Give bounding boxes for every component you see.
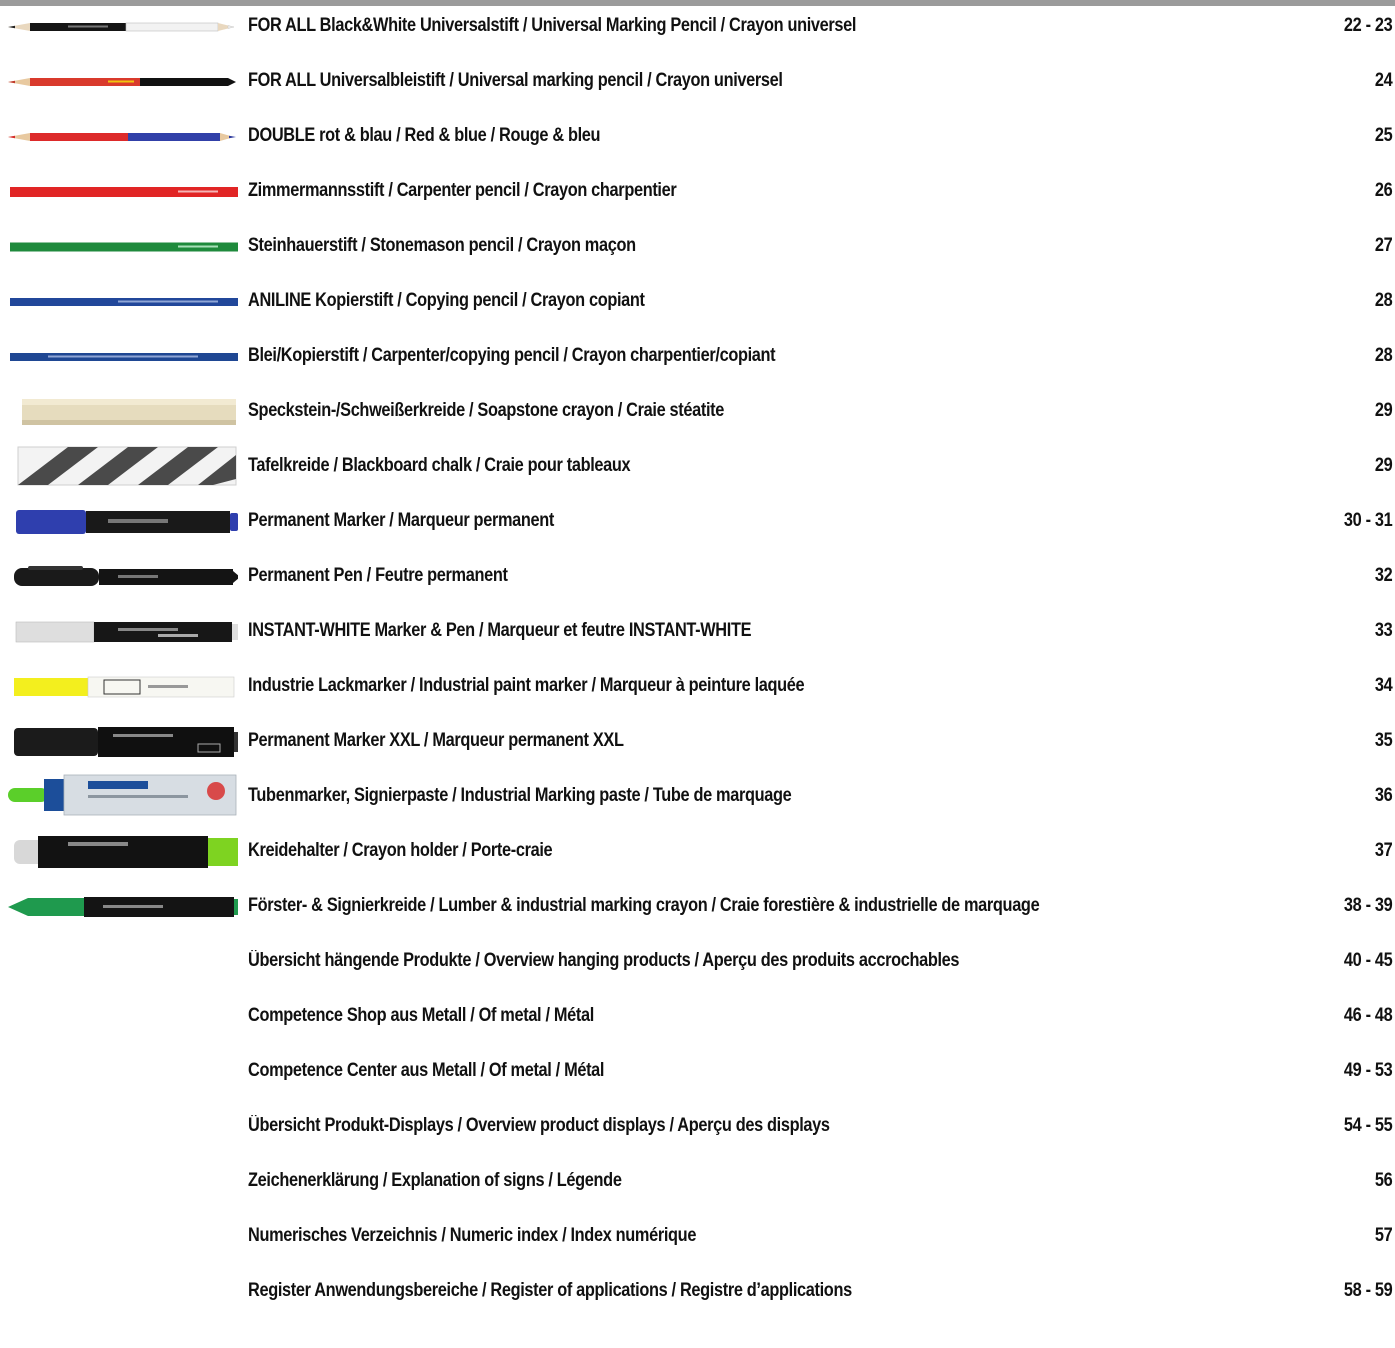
- blue-carpenter-pencil-image: [8, 347, 238, 367]
- xxl-marker-image: [8, 724, 238, 760]
- toc-entry-title: Permanent Pen / Feutre permanent: [248, 565, 508, 586]
- blue-marker-image: [8, 507, 238, 537]
- crayon-holder-image: [8, 832, 238, 872]
- toc-row[interactable]: [0, 502, 1395, 542]
- toc-row[interactable]: [0, 62, 1395, 102]
- toc-entry-title: Register Anwendungsbereiche / Register of applications / Registre d’applications: [248, 1280, 852, 1301]
- red-blue-pencil-image: [8, 127, 238, 147]
- toc-row[interactable]: [0, 337, 1395, 377]
- red-carpenter-pencil-image: [8, 182, 238, 202]
- toc-entry-title: Übersicht Produkt-Displays / Overview product displays / Aperçu des displays: [248, 1115, 830, 1136]
- toc-page-number: 24: [1374, 70, 1392, 91]
- black-white-pencil-image: [8, 17, 238, 37]
- green-lumber-crayon-image: [8, 894, 238, 920]
- toc-entry-title: Kreidehalter / Crayon holder / Porte-craie: [248, 840, 553, 861]
- toc-entry-title: Permanent Marker XXL / Marqueur permanent XXL: [248, 730, 624, 751]
- white-marker-image: [8, 618, 238, 646]
- chalk-box-image: [8, 445, 238, 487]
- toc-page-number: 27: [1374, 235, 1392, 256]
- toc-row[interactable]: [0, 1107, 1395, 1147]
- toc-row[interactable]: [0, 832, 1395, 872]
- toc-page-number: 28: [1374, 290, 1392, 311]
- toc-page-number: 22 - 23: [1343, 15, 1392, 36]
- toc-row[interactable]: [0, 667, 1395, 707]
- toc-row[interactable]: [0, 1052, 1395, 1092]
- toc-row[interactable]: [0, 997, 1395, 1037]
- toc-entry-title: Competence Shop aus Metall / Of metal / Métal: [248, 1005, 594, 1026]
- toc-entry-title: Tubenmarker, Signierpaste / Industrial Marking paste / Tube de marquage: [248, 785, 792, 806]
- toc-entry-title: Zimmermannsstift / Carpenter pencil / Crayon charpentier: [248, 180, 677, 201]
- marking-paste-tube-image: [8, 771, 238, 821]
- toc-row[interactable]: [0, 447, 1395, 487]
- toc-row[interactable]: [0, 227, 1395, 267]
- yellow-paint-marker-image: [8, 673, 238, 701]
- toc-page-number: 29: [1374, 455, 1392, 476]
- toc-page-number: 37: [1374, 840, 1392, 861]
- toc-page-number: 34: [1374, 675, 1392, 696]
- toc-entry-title: Competence Center aus Metall / Of metal / Métal: [248, 1060, 605, 1081]
- toc-entry-title: Numerisches Verzeichnis / Numeric index / Index numérique: [248, 1225, 697, 1246]
- toc-page-number: 54 - 55: [1343, 1115, 1392, 1136]
- green-stonemason-pencil-image: [8, 237, 238, 257]
- toc-row[interactable]: [0, 7, 1395, 47]
- toc-page-number: 38 - 39: [1343, 895, 1392, 916]
- toc-row[interactable]: [0, 887, 1395, 927]
- toc-page-number: 49 - 53: [1343, 1060, 1392, 1081]
- toc-page-number: 58 - 59: [1343, 1280, 1392, 1301]
- toc-entry-title: INSTANT-WHITE Marker & Pen / Marqueur et feutre INSTANT-WHITE: [248, 620, 752, 641]
- toc-row[interactable]: [0, 392, 1395, 432]
- toc-page-number: 36: [1374, 785, 1392, 806]
- toc-entry-title: Zeichenerklärung / Explanation of signs / Légende: [248, 1170, 622, 1191]
- toc-entry-title: Förster- & Signierkreide / Lumber & industrial marking crayon / Craie forestière & industrielle de marquage: [248, 895, 1040, 916]
- toc-page-number: 33: [1374, 620, 1392, 641]
- toc-page-number: 46 - 48: [1343, 1005, 1392, 1026]
- toc-row[interactable]: [0, 282, 1395, 322]
- toc-row[interactable]: [0, 557, 1395, 597]
- toc-entry-title: Permanent Marker / Marqueur permanent: [248, 510, 554, 531]
- toc-row[interactable]: [0, 1272, 1395, 1312]
- toc-entry-title: Speckstein-/Schweißerkreide / Soapstone crayon / Craie stéatite: [248, 400, 724, 421]
- toc-entry-title: DOUBLE rot & blau / Red & blue / Rouge & bleu: [248, 125, 601, 146]
- toc-entry-title: Industrie Lackmarker / Industrial paint marker / Marqueur à peinture laquée: [248, 675, 805, 696]
- toc-row[interactable]: [0, 777, 1395, 817]
- toc-page-number: 40 - 45: [1343, 950, 1392, 971]
- toc-row[interactable]: [0, 722, 1395, 762]
- toc-row[interactable]: [0, 612, 1395, 652]
- toc-row[interactable]: [0, 1162, 1395, 1202]
- toc-page-number: 32: [1374, 565, 1392, 586]
- toc-page-number: 25: [1374, 125, 1392, 146]
- black-pen-image: [8, 563, 238, 591]
- toc-row[interactable]: [0, 172, 1395, 212]
- toc-entry-title: Tafelkreide / Blackboard chalk / Craie pour tableaux: [248, 455, 631, 476]
- toc-page-number: 28: [1374, 345, 1392, 366]
- toc-entry-title: ANILINE Kopierstift / Copying pencil / Crayon copiant: [248, 290, 645, 311]
- toc-page-number: 29: [1374, 400, 1392, 421]
- toc-entry-title: Übersicht hängende Produkte / Overview hanging products / Aperçu des produits accrochables: [248, 950, 960, 971]
- blue-copying-pencil-image: [8, 292, 238, 312]
- toc-page-number: 56: [1374, 1170, 1392, 1191]
- toc-entry-title: Blei/Kopierstift / Carpenter/copying pencil / Crayon charpentier/copiant: [248, 345, 776, 366]
- toc-row[interactable]: [0, 942, 1395, 982]
- soapstone-crayon-image: [8, 396, 238, 428]
- toc-page-number: 30 - 31: [1343, 510, 1392, 531]
- toc-entry-title: FOR ALL Universalbleistift / Universal marking pencil / Crayon universel: [248, 70, 783, 91]
- red-black-pencil-image: [8, 72, 238, 92]
- toc-page-number: 57: [1374, 1225, 1392, 1246]
- toc-entry-title: FOR ALL Black&White Universalstift / Universal Marking Pencil / Crayon universel: [248, 15, 857, 36]
- toc-row[interactable]: [0, 117, 1395, 157]
- toc-entry-title: Steinhauerstift / Stonemason pencil / Crayon maçon: [248, 235, 636, 256]
- toc-row[interactable]: [0, 1217, 1395, 1257]
- toc-page-number: 26: [1374, 180, 1392, 201]
- toc-page-number: 35: [1374, 730, 1392, 751]
